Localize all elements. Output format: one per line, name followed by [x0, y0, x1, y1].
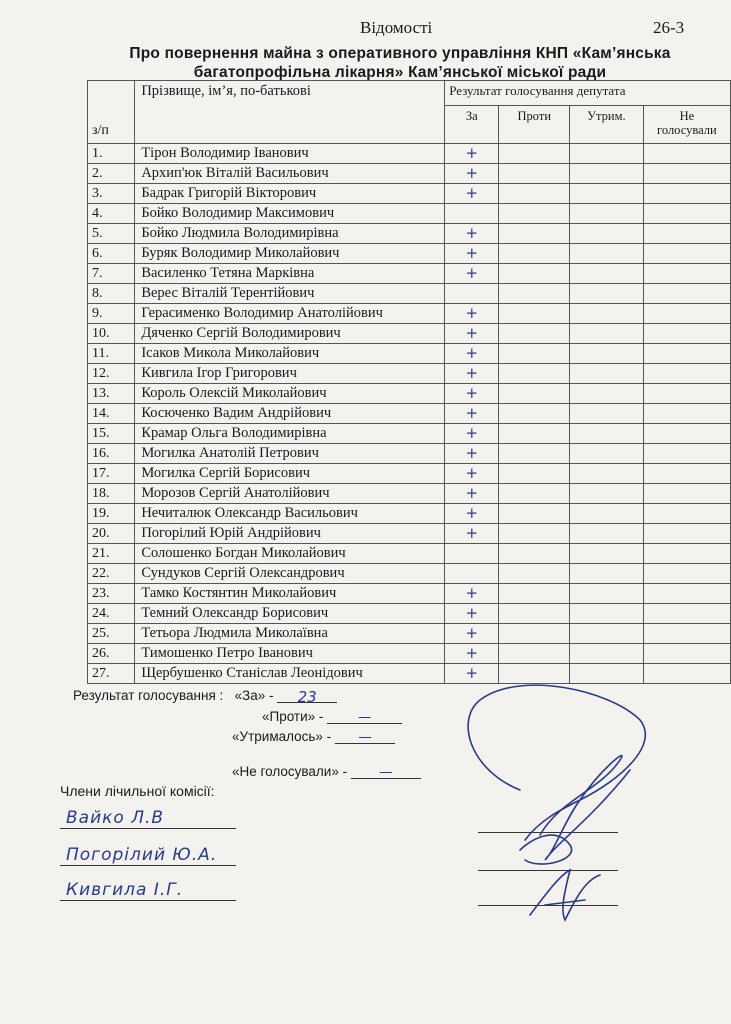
vote-for-mark: +	[465, 523, 479, 542]
row-number: 25.	[88, 624, 135, 644]
deputy-name: Сундуков Сергій Олександрович	[135, 564, 445, 584]
result-for-value: 23	[277, 688, 337, 703]
row-number: 4.	[88, 204, 135, 224]
commission-member-3: Кивгила І.Г.	[60, 880, 236, 901]
vote-for-mark: +	[465, 343, 479, 362]
row-number: 9.	[88, 304, 135, 324]
deputy-name: Косюченко Вадим Андрійович	[135, 404, 445, 424]
row-number: 13.	[88, 384, 135, 404]
deputy-name: Верес Віталій Терентійович	[135, 284, 445, 304]
row-number: 27.	[88, 664, 135, 684]
vote-for-mark: +	[465, 163, 479, 182]
vote-for-mark: +	[465, 463, 479, 482]
deputy-name: Буряк Володимир Миколайович	[135, 244, 445, 264]
row-number: 5.	[88, 224, 135, 244]
deputy-name: Могилка Анатолій Петрович	[135, 444, 445, 464]
deputy-name: Ісаков Микола Миколайович	[135, 344, 445, 364]
row-number: 2.	[88, 164, 135, 184]
vote-for-mark: +	[465, 363, 479, 382]
deputy-name: Погорілий Юрій Андрійович	[135, 524, 445, 544]
deputy-name: Щербушенко Станіслав Леонідович	[135, 664, 445, 684]
deputy-name: Тірон Володимир Іванович	[135, 144, 445, 164]
row-number: 20.	[88, 524, 135, 544]
vote-for-mark: +	[465, 323, 479, 342]
signature-stroke-1	[540, 756, 630, 860]
commission-title: Члени лічильної комісії:	[60, 783, 215, 799]
result-abstain-value: —	[335, 729, 395, 744]
subtitle-line-1: Про повернення майна з оперативного управління КНП «Кам’янська	[129, 45, 671, 62]
row-number: 7.	[88, 264, 135, 284]
row-number: 6.	[88, 244, 135, 264]
header-number: з/п	[88, 81, 135, 144]
deputy-name: Солошенко Богдан Миколайович	[135, 544, 445, 564]
vote-for-mark: +	[465, 483, 479, 502]
deputy-name: Дяченко Сергій Володимирович	[135, 324, 445, 344]
row-number: 15.	[88, 424, 135, 444]
row-number: 19.	[88, 504, 135, 524]
signature-stroke-3	[530, 870, 600, 920]
results-label: Результат голосування :	[73, 688, 224, 703]
result-against-value: —	[327, 709, 402, 724]
vote-for-mark: +	[465, 603, 479, 622]
row-number: 26.	[88, 644, 135, 664]
row-number: 11.	[88, 344, 135, 364]
row-number: 16.	[88, 444, 135, 464]
vote-for-mark: +	[465, 263, 479, 282]
vote-for-mark: +	[465, 183, 479, 202]
row-number: 1.	[88, 144, 135, 164]
header-for: За	[445, 106, 499, 144]
row-number: 23.	[88, 584, 135, 604]
deputy-name: Бойко Володимир Максимович	[135, 204, 445, 224]
vote-for-mark: +	[465, 403, 479, 422]
vote-for-mark: +	[465, 423, 479, 442]
vote-for-mark: +	[465, 303, 479, 322]
deputy-name: Морозов Сергій Анатолійович	[135, 484, 445, 504]
row-number: 12.	[88, 364, 135, 384]
row-number: 14.	[88, 404, 135, 424]
result-for-label: «За» -	[234, 688, 274, 703]
result-abstain-label: «Утрималось» -	[232, 729, 332, 744]
row-number: 18.	[88, 484, 135, 504]
vote-for-mark: +	[465, 143, 479, 162]
commission-member-1: Вайко Л.В	[60, 808, 236, 829]
vote-for-mark: +	[465, 583, 479, 602]
vote-for-mark: +	[465, 223, 479, 242]
deputy-name: Тимошенко Петро Іванович	[135, 644, 445, 664]
deputy-name: Кивгила Ігор Григорович	[135, 364, 445, 384]
deputy-name: Король Олексій Миколайович	[135, 384, 445, 404]
row-number: 24.	[88, 604, 135, 624]
vote-for-mark: +	[465, 643, 479, 662]
header-name: Прізвище, ім’я, по-батькові	[135, 81, 445, 144]
vote-for-mark: +	[465, 623, 479, 642]
deputy-name: Крамар Ольга Володимирівна	[135, 424, 445, 444]
deputy-name: Герасименко Володимир Анатолійович	[135, 304, 445, 324]
row-number: 22.	[88, 564, 135, 584]
result-against-label: «Проти» -	[262, 709, 324, 724]
deputy-name: Бойко Людмила Володимирівна	[135, 224, 445, 244]
deputy-name: Архип'юк Віталій Васильович	[135, 164, 445, 184]
deputy-name: Темний Олександр Борисович	[135, 604, 445, 624]
row-number: 21.	[88, 544, 135, 564]
deputy-name: Тамко Костянтин Миколайович	[135, 584, 445, 604]
header-result: Результат голосування депутата	[445, 81, 731, 106]
row-number: 17.	[88, 464, 135, 484]
document-title: Відомості	[360, 18, 433, 37]
row-number: 3.	[88, 184, 135, 204]
result-not-voted-value: —	[351, 764, 421, 779]
header-abstain: Утрим.	[570, 106, 644, 144]
result-not-voted-label: «Не голосували» -	[232, 764, 348, 779]
vote-for-mark: +	[465, 383, 479, 402]
commission-member-2: Погорілий Ю.А.	[60, 845, 236, 866]
vote-for-mark: +	[465, 443, 479, 462]
header-not-voted-line-2: голосували	[657, 123, 717, 137]
deputy-name: Тетьора Людмила Миколаївна	[135, 624, 445, 644]
vote-for-mark: +	[465, 243, 479, 262]
subtitle-line-2: багатопрофільна лікарня» Кам’янської міської ради	[193, 64, 607, 81]
header-not-voted-line-1: Не	[679, 109, 695, 123]
deputy-name: Могилка Сергій Борисович	[135, 464, 445, 484]
vote-for-mark: +	[465, 503, 479, 522]
header-against: Проти	[499, 106, 570, 144]
row-number: 10.	[88, 324, 135, 344]
row-number: 8.	[88, 284, 135, 304]
deputy-name: Нечиталюк Олександр Васильович	[135, 504, 445, 524]
vote-for-mark: +	[465, 663, 479, 682]
document-number: 26-3	[653, 18, 685, 37]
deputy-name: Бадрак Григорій Вікторович	[135, 184, 445, 204]
deputy-name: Василенко Тетяна Марківна	[135, 264, 445, 284]
